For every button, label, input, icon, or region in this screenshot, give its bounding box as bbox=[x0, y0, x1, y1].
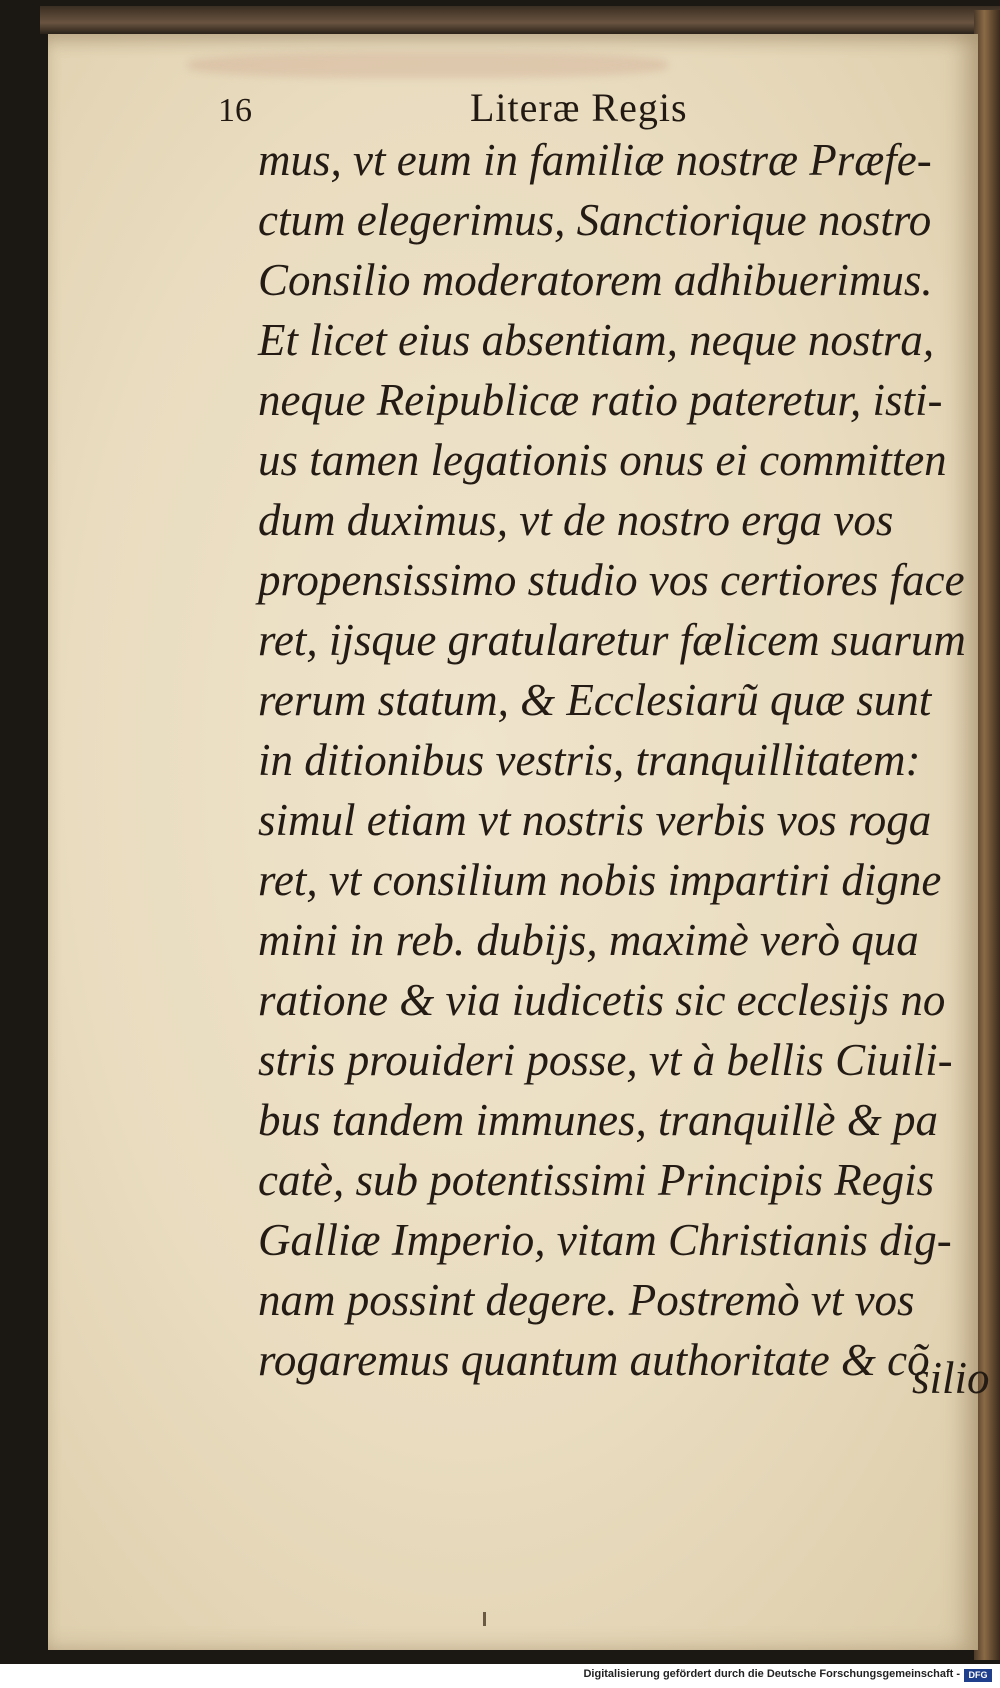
text-line: Et licet eius absentiam, neque nostra, bbox=[258, 315, 935, 365]
book-edge-top bbox=[40, 6, 1000, 34]
running-head: Literæ Regis bbox=[470, 85, 688, 130]
paper-stain bbox=[188, 52, 668, 78]
body-text bbox=[258, 130, 966, 1390]
text-line: ret, vt consilium nobis impartiri digne bbox=[258, 855, 942, 905]
text-line: ctum elegerimus, Sanctiorique nostro bbox=[258, 195, 932, 245]
text-line: mus, vt eum in familiæ nostræ Præfe- bbox=[258, 135, 932, 185]
text-line: catè, sub potentissimi Principis Regis bbox=[258, 1155, 935, 1205]
text-line: propensissimo studio vos certiores face bbox=[258, 555, 965, 605]
text-line: neque Reipublicæ ratio pateretur, isti- bbox=[258, 375, 943, 425]
page-number: 16 bbox=[218, 92, 252, 129]
paper-mark bbox=[483, 1612, 486, 1626]
funding-credit: Digitalisierung gefördert durch die Deutsche Forschungsgemeinschaft - bbox=[583, 1668, 960, 1680]
text-line: Galliæ Imperio, vitam Christianis dig- bbox=[258, 1215, 952, 1265]
text-line: ratione & via iudicetis sic ecclesijs no bbox=[258, 975, 946, 1025]
text-line: rogaremus quantum authoritate & cõ bbox=[258, 1335, 930, 1385]
text-line: stris prouideri posse, vt à bellis Ciuili- bbox=[258, 1035, 953, 1085]
text-line: Consilio moderatorem adhibuerimus. bbox=[258, 255, 933, 305]
text-line: rerum statum, & Ecclesiarũ quæ sunt bbox=[258, 675, 932, 725]
dfg-logo: DFG bbox=[964, 1669, 992, 1682]
text-line: ret, ijsque gratularetur fælicem suarum bbox=[258, 615, 966, 665]
text-line: us tamen legationis onus ei committen bbox=[258, 435, 947, 485]
text-line: mini in reb. dubijs, maximè verò qua bbox=[258, 915, 919, 965]
text-line: simul etiam vt nostris verbis vos roga bbox=[258, 795, 932, 845]
text-line: dum duximus, vt de nostro erga vos bbox=[258, 495, 894, 545]
catchword: silio bbox=[912, 1353, 990, 1403]
footer-bar bbox=[0, 1664, 1000, 1688]
text-line: bus tandem immunes, tranquillè & pa bbox=[258, 1095, 938, 1145]
text-line: in ditionibus vestris, tranquillitatem: bbox=[258, 735, 921, 785]
text-line: nam possint degere. Postremò vt vos bbox=[258, 1275, 915, 1325]
